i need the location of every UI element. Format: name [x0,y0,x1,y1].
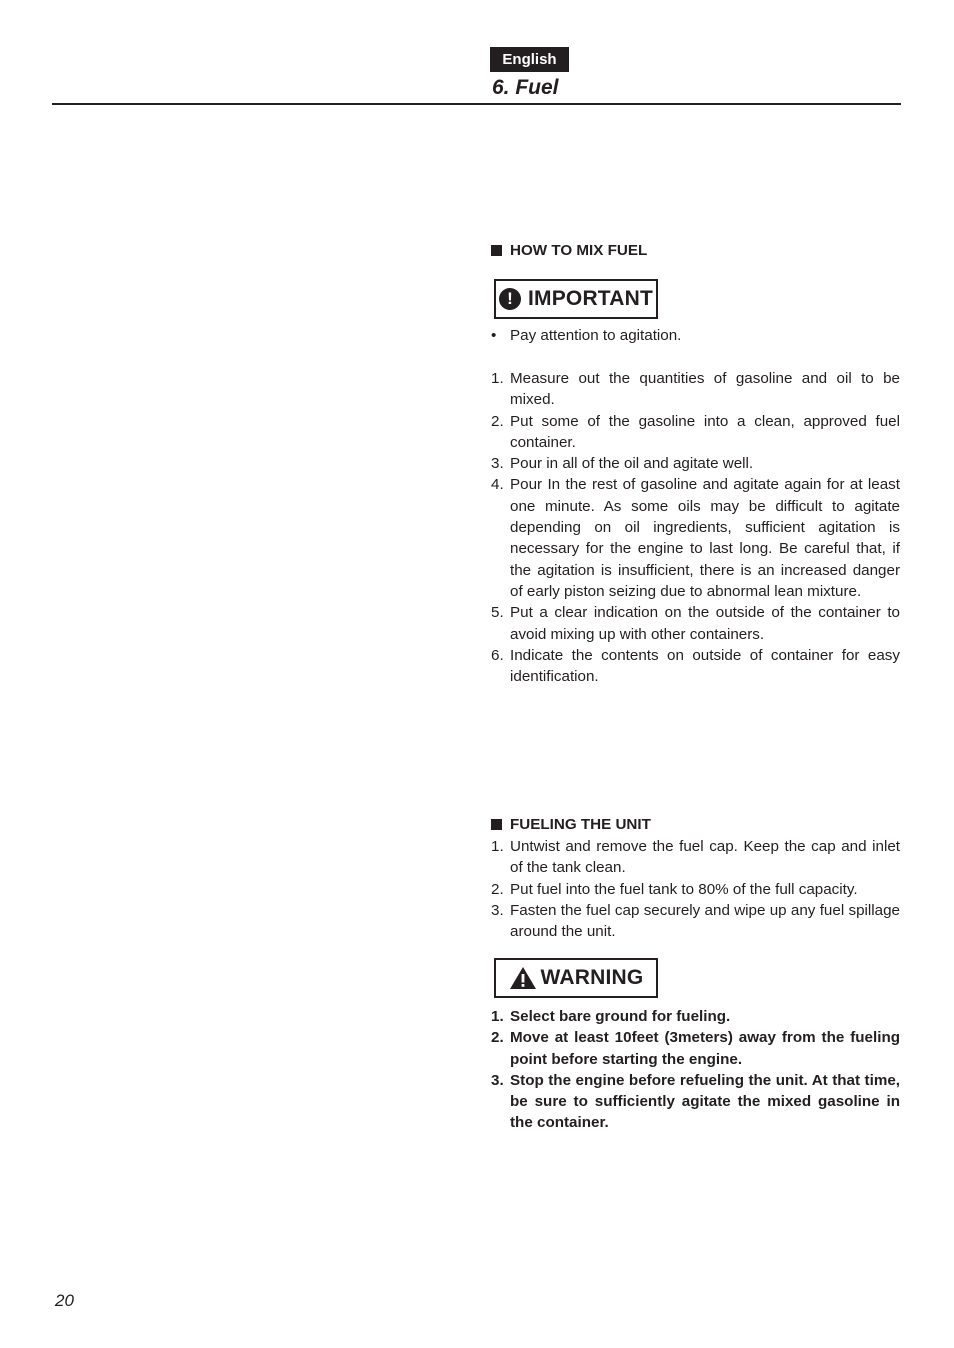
fueling-steps [491,836,900,942]
step-text: Untwist and remove the fuel cap. Keep the cap and inlet of the tank clean. [510,838,900,877]
bullet-dot-icon: • [491,327,497,344]
step-number: 6. [491,646,504,664]
list-item [491,836,900,879]
step-number: 3. [491,1071,504,1089]
step-text: Put a clear indication on the outside of the container to avoid mixing up with other containers. [510,604,900,643]
step-text: Pour in all of the oil and agitate well. [510,455,754,473]
list-item [491,602,900,645]
list-item [491,325,900,346]
step-text: Select bare ground for fueling. [510,1008,731,1025]
step-text: Indicate the contents on outside of container for easy identification. [510,646,900,686]
warning-triangle-icon [509,966,537,990]
step-text: Fasten the fuel cap securely and wipe up any fuel spillage around the unit. [510,901,900,941]
step-number: 3. [491,901,504,919]
step-text: Put some of the gasoline into a clean, approved fuel container. [510,412,900,451]
list-item [491,411,900,454]
important-bullets [491,325,900,346]
mix-fuel-heading-text: HOW TO MIX FUEL [510,242,648,259]
step-text: Move at least 10feet (3meters) away from the fueling point before starting the engine. [510,1029,900,1068]
step-number: 4. [491,476,504,494]
fueling-heading-text: FUELING THE UNIT [510,816,651,833]
list-item [491,645,900,688]
page-number: 20 [55,1291,74,1310]
important-notice [494,279,658,319]
square-bullet-icon [491,819,502,830]
mix-fuel-heading-block [491,240,900,261]
warning-steps [491,1006,900,1134]
mix-fuel-heading [491,240,900,261]
step-text: Pour In the rest of gasoline and agitate again for at least one minute. As some oils may be difficult to agitate depending on oil ingredients, sufficient agitation is necessary for the engine to last long. Be careful that, if the agitation is insufficient, there is an increased danger of early piston seizing due to abnormal lean mixture. [510,476,900,600]
square-bullet-icon [491,245,502,256]
step-number: 2. [491,412,504,430]
step-number: 1. [491,838,504,855]
step-text: Put fuel into the fuel tank to 80% of the full capacity. [510,880,858,898]
step-number: 1. [491,370,504,387]
step-text: Measure out the quantities of gasoline and oil to be mixed. [510,370,900,409]
list-item [491,1027,900,1070]
list-item [491,1070,900,1134]
list-item [491,900,900,943]
fueling-heading [491,814,900,835]
step-text: Stop the engine before refueling the unit. At that time, be sure to sufficiently agitate the mixed gasoline in the container. [510,1071,900,1132]
step-number: 1. [491,1008,504,1025]
step-number: 2. [491,880,504,898]
mix-fuel-steps [491,368,900,687]
list-item [491,879,900,900]
step-number: 5. [491,604,504,622]
step-number: 3. [491,455,504,473]
list-item [491,368,900,411]
step-number: 2. [491,1029,504,1047]
warning-label: WARNING [540,966,644,989]
list-item [491,474,900,602]
warning-notice [494,958,658,998]
header-divider [52,103,901,105]
fueling-heading-block [491,814,900,835]
language-tag: English [490,47,569,72]
bullet-text: Pay attention to agitation. [510,327,682,344]
list-item [491,1006,900,1027]
list-item [491,453,900,474]
section-title: 6. Fuel [492,76,559,99]
exclamation-icon: ! [499,288,521,310]
important-label: IMPORTANT [527,287,654,310]
